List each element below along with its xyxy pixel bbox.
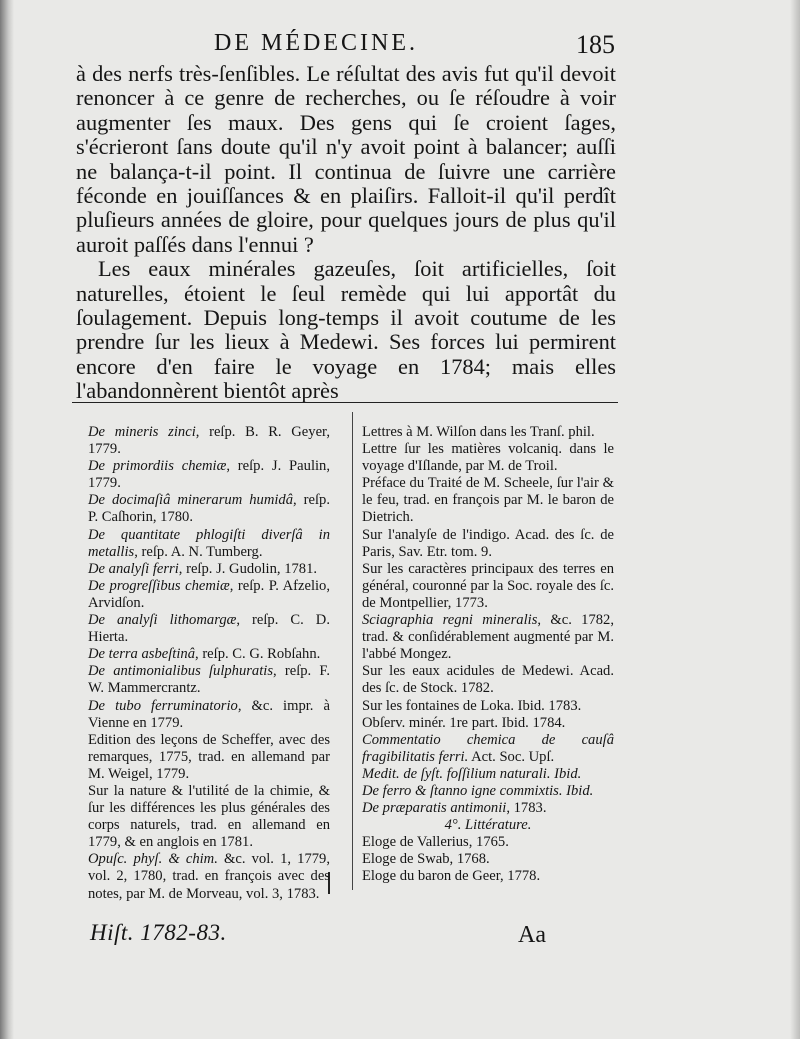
printer-signature-mark: Hiſt. 1782-83. bbox=[90, 920, 227, 945]
section-heading: 4°. Littérature. bbox=[444, 817, 532, 834]
running-head: DE MÉDECINE. bbox=[214, 30, 418, 56]
bib-entry: Eloge de Swab, 1768. bbox=[362, 851, 490, 868]
bib-entry: De docimaſiâ minerarum humidâ, reſp. P. Caſhorin, 1780. bbox=[88, 492, 330, 526]
column-divider bbox=[352, 412, 353, 890]
bib-entry: De progreſſibus chemiæ, reſp. P. Afzelio, Arvidſon. bbox=[88, 577, 330, 611]
bib-entry: Sciagraphia regni mineralis, &c. 1782, trad. & conſidérablement augmenté par M. l'abbé Mongez. bbox=[362, 612, 614, 663]
page-edge-highlight bbox=[790, 0, 800, 1039]
bib-entry: De analyſi lithomargæ, reſp. C. D. Hierta. bbox=[88, 612, 330, 646]
bib-entry: Sur les fontaines de Loka. Ibid. 1783. bbox=[362, 697, 582, 714]
bib-entry: Sur les caractères principaux des terres en général, couronné par la Soc. royale des ſc. de Montpellier, 1773. bbox=[362, 560, 614, 611]
bib-entry: De mineris zinci, reſp. B. R. Geyer, 1779. bbox=[88, 424, 330, 458]
bib-entry: Edition des leçons de Scheffer, avec des remarques, 1775, trad. en allemand par M. Weigel, 1779. bbox=[88, 731, 330, 782]
bib-entry: De præparatis antimonii, 1783. bbox=[362, 800, 547, 817]
bib-entry: Lettre ſur les matières volcaniq. dans le voyage d'Iſlande, par M. de Troil. bbox=[362, 441, 614, 475]
bibliography-right-column bbox=[362, 424, 614, 886]
bib-entry: Lettres à M. Wilſon dans les Tranſ. phil. bbox=[362, 424, 595, 440]
paragraph-2: Les eaux minérales gazeuſes, ſoit artificielles, ſoit naturelles, étoient le ſeul remède qui lui apportât du ſoulagement. Depuis long-temps il avoit coutume de les prendre ſur les lieux à Medewi. Ses forces lui permirent encore d'en faire le voyage en 1784; mais elles l'abandonnèrent bientôt après bbox=[76, 256, 616, 404]
bib-entry: Medit. de ſyſt. foſſilium naturali. Ibid. bbox=[362, 765, 582, 782]
bib-entry: Commentatio chemica de cauſâ fragibilitatis ferri. Act. Soc. Upſ. bbox=[362, 731, 614, 765]
gathering-signature: Aa bbox=[518, 922, 546, 948]
bib-entry: Opuſc. phyſ. & chim. &c. vol. 1, 1779, vol. 2, 1780, trad. en françois avec des notes, par M. de Morveau, vol. 3, 1783. bbox=[88, 851, 330, 902]
footnote-rule bbox=[72, 402, 618, 403]
bib-entry: De analyſi ferri, reſp. J. Gudolin, 1781. bbox=[88, 560, 318, 577]
paragraph-1: à des nerfs très-ſenſibles. Le réſultat des avis fut qu'il devoit renoncer à ce genre de recherches, ou ſe réſoudre à voir augmenter ſes maux. Des gens qui ſe croient ſages, s'écrieront ſans doute qu'il n'y avoit point à balancer; auſſi ne balança-t-il point. Il continua de ſuivre une carrière féconde en jouiſſances & en plaiſirs. Falloit-il qu'il perdît pluſieurs années de gloire, pour quelques jours de plus qu'il auroit paſſés dans l'ennui ? bbox=[76, 61, 616, 257]
bib-entry: Obſerv. minér. 1re part. Ibid. 1784. bbox=[362, 714, 566, 731]
bib-entry: Eloge du baron de Geer, 1778. bbox=[362, 868, 541, 885]
bib-entry: Sur l'analyſe de l'indigo. Acad. des ſc. de Paris, Sav. Etr. tom. 9. bbox=[362, 526, 614, 560]
bibliography-left-column bbox=[88, 424, 330, 903]
bib-entry: De quantitate phlogiſti diverſâ in metallis, reſp. A. N. Tumberg. bbox=[88, 526, 330, 560]
bib-entry: Sur les eaux acidules de Medewi. Acad. des ſc. de Stock. 1782. bbox=[362, 663, 614, 697]
bib-entry: De primordiis chemiæ, reſp. J. Paulin, 1779. bbox=[88, 458, 330, 492]
bib-entry: De ferro & ſtanno igne commixtis. Ibid. bbox=[362, 782, 594, 799]
bib-entry: De tubo ferruminatorio, &c. impr. à Vienne en 1779. bbox=[88, 697, 330, 731]
main-text bbox=[76, 62, 616, 404]
bib-entry: De antimonialibus ſulphuratis, reſp. F. W. Mammercrantz. bbox=[88, 663, 330, 697]
bib-entry: Sur la nature & l'utilité de la chimie, & ſur les différences les plus générales des corps naturels, trad. en allemand en 1779, & en anglois en 1781. bbox=[88, 782, 330, 851]
bib-entry: Eloge de Vallerius, 1765. bbox=[362, 834, 509, 851]
bib-entry: Préface du Traité de M. Scheele, ſur l'air & le feu, trad. en françois par M. le baron de Dietrich. bbox=[362, 475, 614, 526]
bib-entry: De terra asbeſtinâ, reſp. C. G. Robſahn. bbox=[88, 646, 321, 663]
page-edge-shadow bbox=[0, 0, 14, 1039]
page-number: 185 bbox=[576, 30, 615, 59]
